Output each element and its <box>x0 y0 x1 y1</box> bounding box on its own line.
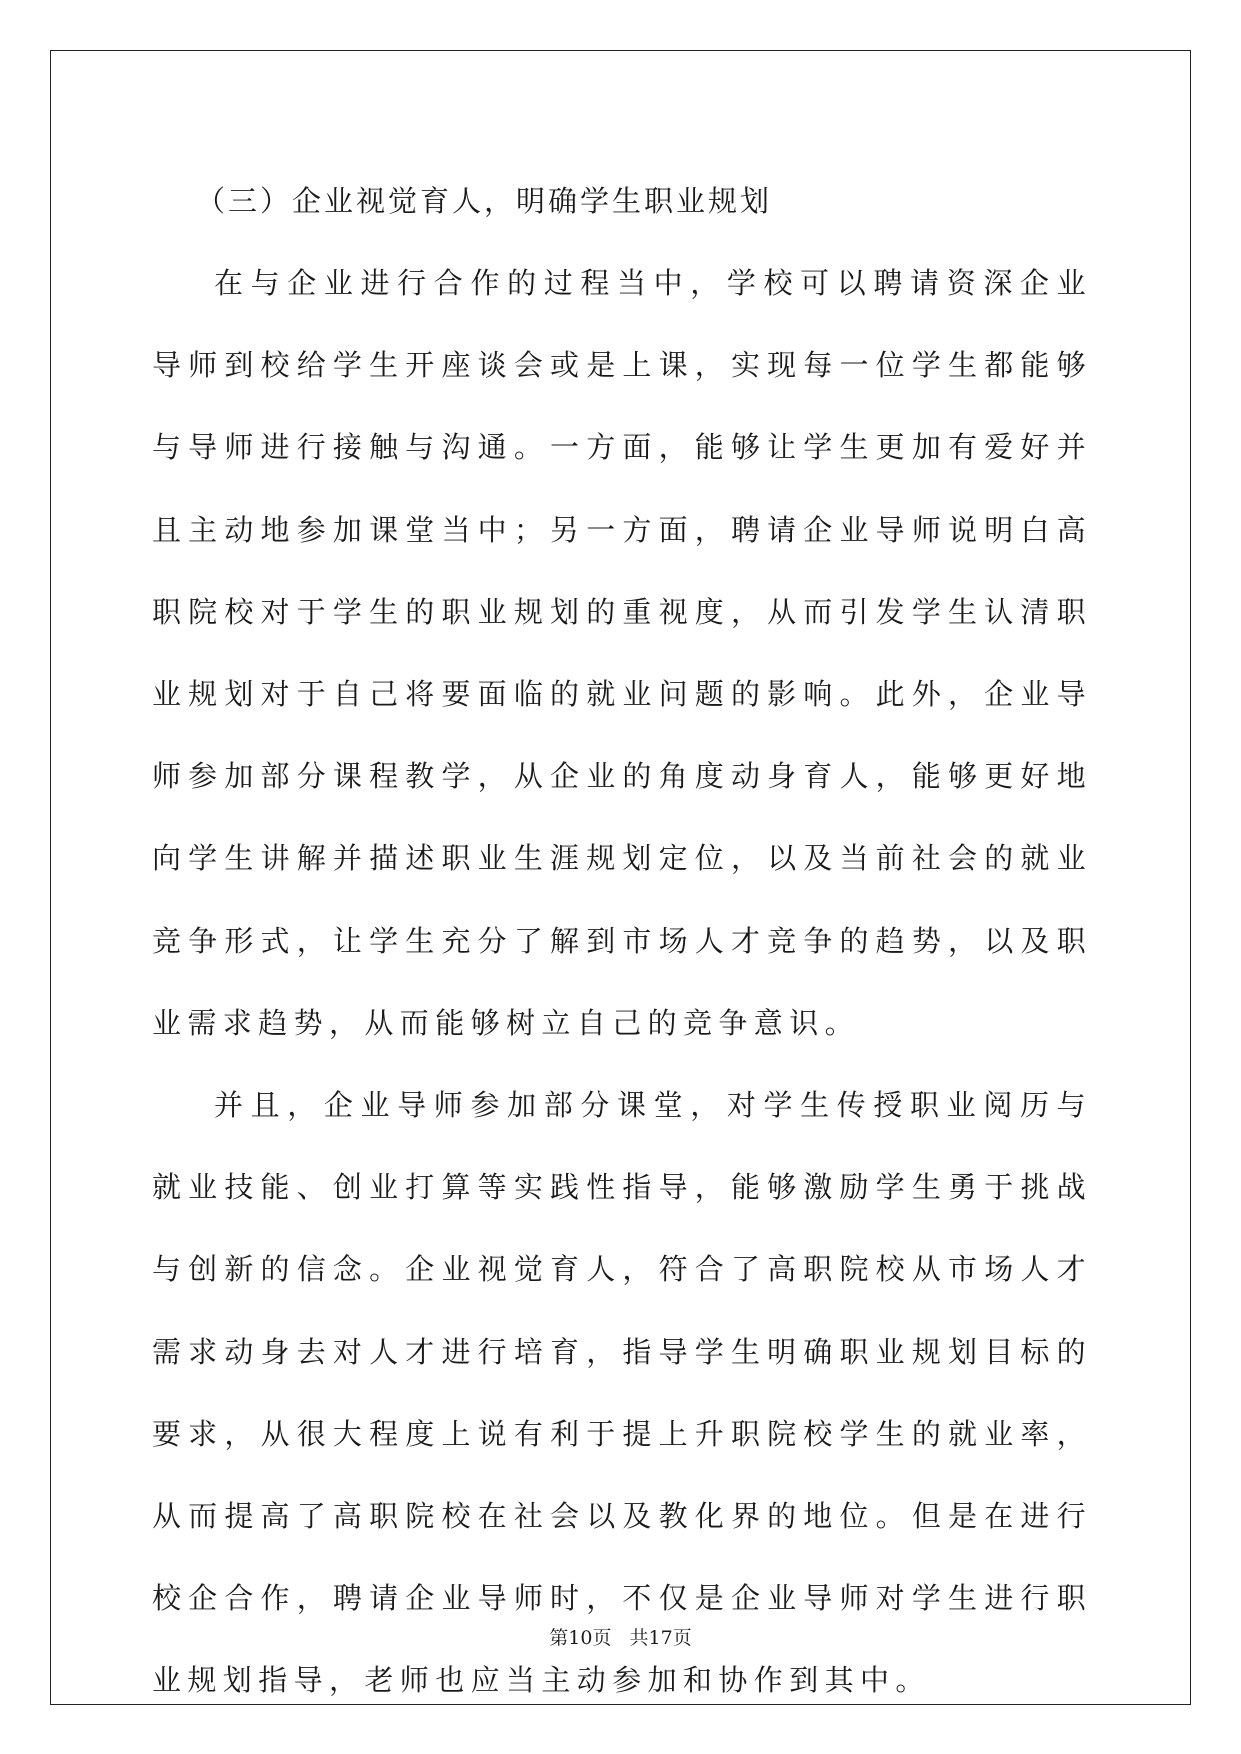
paragraph-1: 在与企业进行合作的过程当中，学校可以聘请资深企业导师到校给学生开座谈会或是上课，实现每一位学生都能够与导师进行接触与沟通。一方面，能够让学生更加有爱好并且主动地参加课堂当中；另一方面，聘请企业导师说明白高职院校对于学生的职业规划的重视度，从而引发学生认清职业规划对于自己将要面临的就业问题的影响。此外，企业导师参加部分课程教学，从企业的角度动身育人，能够更好地向学生讲解并描述职业生涯规划定位，以及当前社会的就业竞争形式，让学生充分了解到市场人才竞争的趋势，以及职业需求趋势，从而能够树立自己的竞争意识。 <box>152 266 1092 1040</box>
document-body <box>152 160 1092 1722</box>
section-title: （三）企业视觉育人，明确学生职业规划 <box>196 184 773 218</box>
page-total: 共17页 <box>629 1627 692 1649</box>
page-footer <box>0 1625 1241 1651</box>
page-number: 第10页 <box>549 1627 612 1649</box>
paragraph-2: 并且，企业导师参加部分课堂，对学生传授职业阅历与就业技能、创业打算等实践性指导，能够激励学生勇于挑战与创新的信念。企业视觉育人，符合了高职院校从市场人才需求动身去对人才进行培育，指导学生明确职业规划目标的要求，从很大程度上说有利于提上升职院校学生的就业率，从而提高了高职院校在社会以及教化界的地位。但是在进行校企合作，聘请企业导师时，不仅是企业导师对学生进行职业规划指导，老师也应当主动参加和协作到其中。 <box>152 1088 1092 1698</box>
